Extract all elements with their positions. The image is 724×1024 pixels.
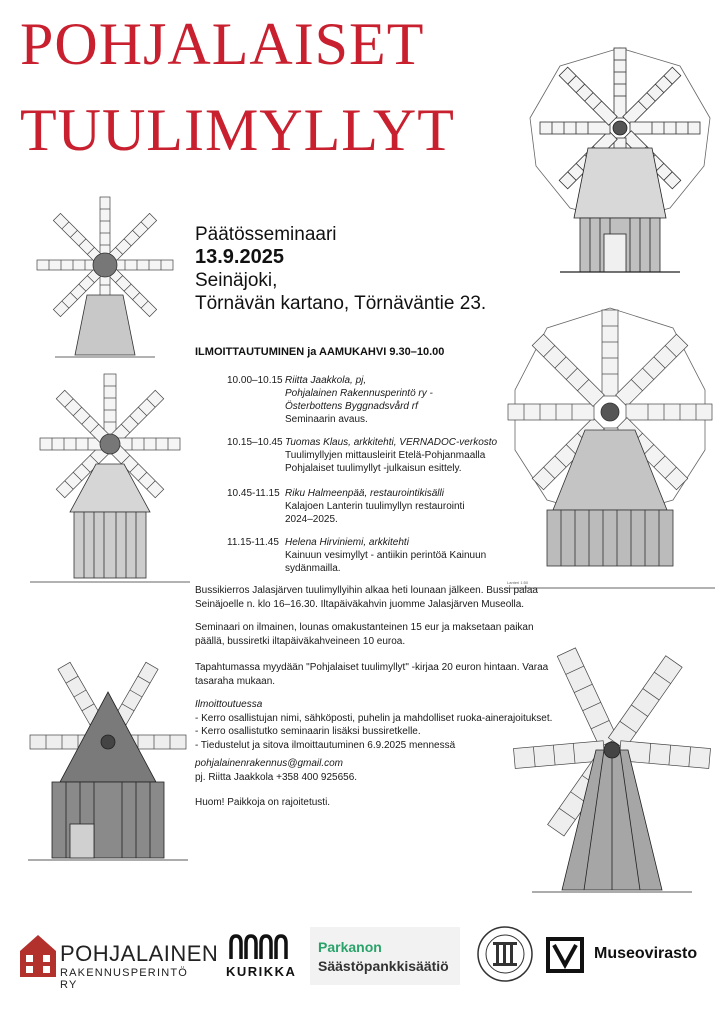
program-topic: Kainuun vesimyllyt - antiikin perintöä Kainuun xyxy=(285,550,487,561)
program-speaker-org: Österbottens Byggnadsvård rf xyxy=(285,401,418,412)
windmill-drawing-upper-left xyxy=(25,195,185,365)
event-date: 13.9.2025 xyxy=(195,246,284,268)
text-line: päällä, bussiretki iltapäiväkahveineen 10 euroa. xyxy=(195,635,406,647)
seal-logo xyxy=(476,923,534,985)
program-time: 10.15–10.45 xyxy=(227,437,283,448)
program-topic: 2024–2025. xyxy=(285,514,338,525)
program-topic: Kalajoen Lanterin tuulimyllyn restaurointi xyxy=(285,501,465,512)
book-paragraph xyxy=(195,661,549,688)
contact-phone: pj. Riitta Jaakkola +358 400 925656. xyxy=(195,771,358,783)
program-speaker-org: Pohjalainen Rakennusperintö ry - xyxy=(285,388,433,399)
logo-text: Säästöpankkisäätiö xyxy=(318,958,449,974)
signup-heading: Ilmoittoutuessa xyxy=(195,699,263,710)
text-line: - Kerro osallistujan nimi, sähköposti, puhelin ja mahdolliset ruoka-ainerajoitukset. xyxy=(195,712,553,724)
windmill-drawing-middle-left xyxy=(30,372,190,587)
logo-text: RAKENNUSPERINTÖ RY xyxy=(60,967,189,991)
sponsor-logos xyxy=(0,915,724,995)
sketch-caption: Lanteri 1:50 xyxy=(507,580,529,585)
windmill-drawing-top-right xyxy=(520,38,720,278)
logo-text: Museovirasto xyxy=(594,945,698,962)
text-line: Seminaari on ilmainen, lounas omakustanteinen 15 eur ja maksetaan paikan xyxy=(195,622,534,633)
program-topic: sydänmailla. xyxy=(285,563,341,574)
program-time: 11.15-11.45 xyxy=(227,537,279,548)
parkano-logo xyxy=(310,927,460,985)
kurikka-emblem-icon xyxy=(228,933,288,961)
museovirasto-emblem-icon xyxy=(546,937,584,973)
seal-text xyxy=(476,923,534,985)
windmill-drawing-middle-right xyxy=(505,300,715,590)
house-icon xyxy=(18,933,58,979)
program-time: 10.00–10.15 xyxy=(227,375,283,386)
text-line: Seinäjoelle n. klo 16–16.30. Iltapäiväkahvin juomme Jalasjärven Museolla. xyxy=(195,598,525,610)
pohjalainen-logo xyxy=(18,933,219,991)
program-topic: Seminaarin avaus. xyxy=(285,414,368,425)
kurikka-logo xyxy=(226,933,296,981)
contact-email[interactable]: pohjalainenrakennus@gmail.com xyxy=(195,758,344,769)
note-paragraph xyxy=(195,796,525,810)
event-info xyxy=(195,223,525,315)
text-line: Tapahtumassa myydään "Pohjalaiset tuulimyllyt" -kirjaa 20 euron hintaan. Varaa xyxy=(195,662,549,673)
poster-title-line-1: POHJALAISET xyxy=(20,11,425,77)
program-speaker: Tuomas Klaus, arkkitehti, VERNADOC-verkosto xyxy=(285,437,498,448)
text-line: - Kerro osallistutko seminaarin lisäksi bussiretkelle. xyxy=(195,726,421,737)
event-name: Päätösseminaari xyxy=(195,224,337,245)
program-speaker: Helena Hirviniemi, arkkitehti xyxy=(285,537,409,548)
text-line: tasaraha mukaan. xyxy=(195,675,276,687)
windmill-drawing-bottom-right xyxy=(512,640,712,905)
event-city: Seinäjoki, xyxy=(195,270,278,291)
program-speaker: Riku Halmeenpää, restaurointikisälli xyxy=(285,488,444,499)
logo-text: POHJALAINEN xyxy=(60,941,219,966)
museovirasto-logo xyxy=(546,937,706,977)
logo-text: KURIKKA xyxy=(226,964,297,979)
note-text: Huom! Paikkoja on rajoitetusti. xyxy=(195,797,331,808)
text-line: - Tiedustelut ja sitova ilmoittautuminen 6.9.2025 mennessä xyxy=(195,739,456,751)
poster-title-line-2: TUULIMYLLYT xyxy=(20,97,455,163)
text-line: Bussikierros Jalasjärven tuulimyllyihin alkaa heti lounaan jälkeen. Bussi palaa xyxy=(195,585,538,596)
signup-paragraph xyxy=(195,698,553,752)
contact-paragraph xyxy=(195,757,525,784)
program-topic: Tuulimyllyjen mittausleirit Etelä-Pohjanmaalla xyxy=(285,450,486,461)
logo-text: Parkanon xyxy=(318,939,382,955)
program-topic: Pohjalaiset tuulimyllyt -julkaisun esittely. xyxy=(285,463,462,474)
registration-heading: ILMOITTAUTUMINEN ja AAMUKAHVI 9.30–10.00 xyxy=(195,346,445,358)
bus-paragraph xyxy=(195,584,538,611)
event-venue: Törnävän kartano, Törnäväntie 23. xyxy=(195,293,487,314)
program-time: 10.45-11.15 xyxy=(227,488,280,499)
windmill-drawing-bottom-left xyxy=(28,652,188,867)
program-speaker: Riitta Jaakkola, pj, xyxy=(285,375,367,386)
price-paragraph xyxy=(195,621,534,648)
